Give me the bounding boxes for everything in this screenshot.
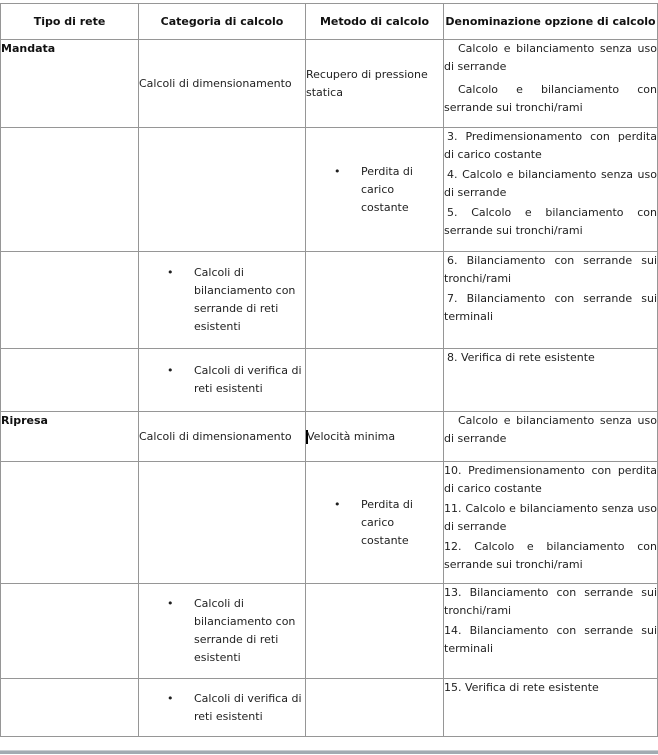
bullet-list-item [139,362,305,398]
calculation-options-table [0,3,658,737]
header-categoria-di-calcolo: Categoria di calcolo [139,4,306,40]
cell-metodo [306,462,444,584]
tipo-rete-label: Mandata [1,42,56,55]
cell-tipo-mandata [1,40,139,128]
opzione-text: 15. Verifica di rete esistente [444,681,599,694]
bullet-icon: • [167,364,174,377]
header-denominazione-opzione: Denominazione opzione di calcolo [444,4,658,40]
cell-opzioni [444,679,658,737]
cell-categoria [139,349,306,412]
bullet-icon: • [167,691,174,705]
categoria-text: Calcoli di verifica di reti esistenti [194,364,302,395]
cell-categoria [139,252,306,349]
bullet-icon: • [167,266,174,279]
cell-tipo-empty [1,252,139,349]
table-row [1,412,658,462]
table-row [1,252,658,349]
cell-categoria-empty [139,462,306,584]
table-row [1,128,658,252]
cell-categoria [139,584,306,679]
header-tipo-di-rete: Tipo di rete [1,4,139,40]
cell-categoria [139,679,306,737]
header-metodo-di-calcolo: Metodo di calcolo [306,4,444,40]
cell-opzioni [444,40,658,128]
table-row [1,679,658,737]
cell-opzioni [444,349,658,412]
cell-categoria [139,40,306,128]
opzione-text: 5. Calcolo e bilanciamento con serrande sui tronchi/rami [444,206,657,237]
cell-opzioni [444,128,658,252]
cell-opzioni [444,462,658,584]
cell-metodo-empty [306,584,444,679]
header-row [1,4,658,40]
table-row [1,462,658,584]
cell-categoria [139,412,306,462]
cell-opzioni [444,412,658,462]
cell-tipo-empty [1,584,139,679]
page-bottom-divider [0,750,658,754]
tipo-rete-label: Ripresa [1,414,48,427]
cell-metodo [306,40,444,128]
bullet-list-item [306,496,443,550]
categoria-text: Calcoli di dimensionamento [139,429,292,443]
cell-metodo [306,412,444,462]
cell-metodo-empty [306,252,444,349]
cell-categoria-empty [139,128,306,252]
opzione-text: 13. Bilanciamento con serrande sui tronchi/rami [444,586,657,617]
table-row [1,349,658,412]
opzione-text: Calcolo e bilanciamento senza uso di serrande [444,414,657,445]
table-row [1,584,658,679]
cell-metodo-empty [306,679,444,737]
cell-metodo-empty [306,349,444,412]
opzione-text: Calcolo e bilanciamento con serrande sui tronchi/rami [444,83,657,114]
opzione-text: 10. Predimensionamento con perdita di carico costante [444,464,657,495]
categoria-text: Calcoli di bilanciamento con serrande di reti esistenti [194,597,296,664]
table-row [1,40,658,128]
cell-tipo-empty [1,462,139,584]
cell-metodo [306,128,444,252]
bullet-list-item [139,690,305,726]
opzione-text: 14. Bilanciamento con serrande sui terminali [444,624,657,655]
cell-opzioni [444,584,658,679]
categoria-text: Calcoli di bilanciamento con serrande di reti esistenti [194,266,296,333]
cell-tipo-empty [1,679,139,737]
metodo-text: Perdita di carico costante [361,164,413,214]
bullet-icon: • [334,497,341,511]
cell-tipo-empty [1,349,139,412]
opzione-text: Calcolo e bilanciamento senza uso di serrande [444,42,657,73]
bullet-list-item [139,595,305,667]
bullet-icon: • [334,164,341,178]
bullet-list-item [306,163,443,217]
cell-tipo-ripresa [1,412,139,462]
opzione-text: 6. Bilanciamento con serrande sui tronchi/rami [444,254,657,285]
bullet-list-item [139,264,305,336]
opzione-text: 4. Calcolo e bilanciamento senza uso di serrande [444,168,657,199]
metodo-text-with-caret[interactable] [306,428,434,446]
metodo-text: Velocità minima [307,429,396,443]
opzione-text: 3. Predimensionamento con perdita di carico costante [444,130,657,161]
cell-tipo-empty [1,128,139,252]
opzione-text: 7. Bilanciamento con serrande sui terminali [444,292,657,323]
opzione-text: 8. Verifica di rete esistente [447,351,595,364]
bullet-icon: • [167,597,174,610]
cell-opzioni [444,252,658,349]
categoria-text: Calcoli di dimensionamento [139,76,292,90]
metodo-text: Perdita di carico costante [361,497,413,547]
opzione-text: 11. Calcolo e bilanciamento senza uso di serrande [444,502,657,533]
categoria-text: Calcoli di verifica di reti esistenti [194,691,302,723]
opzione-text: 12. Calcolo e bilanciamento con serrande sui tronchi/rami [444,540,657,571]
metodo-text: Recupero di pressione statica [306,67,428,99]
